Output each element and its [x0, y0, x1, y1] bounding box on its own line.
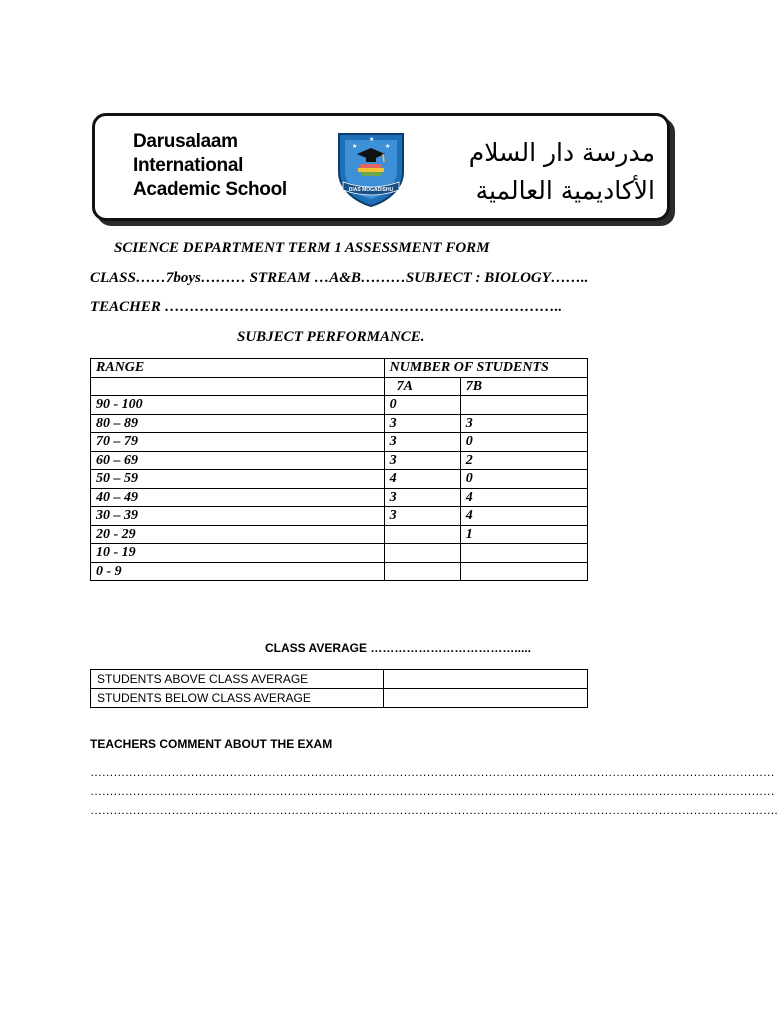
comment-line-2: …………………………………………………………………………………………………………………………………………………………… [90, 784, 775, 798]
school-crest-logo [333, 128, 409, 208]
arabic-line-1: مدرسة دار السلام [468, 138, 655, 167]
count-7a-cell [384, 525, 460, 544]
below-average-label: STUDENTS BELOW CLASS AVERAGE [91, 689, 384, 708]
table-row [91, 670, 588, 689]
count-7a-cell: 3 [384, 451, 460, 470]
count-7a-cell: 0 [384, 396, 460, 415]
header-number-of-students: NUMBER OF STUDENTS [384, 359, 587, 378]
range-cell: 10 - 19 [91, 544, 385, 563]
range-cell: 0 - 9 [91, 562, 385, 581]
count-7a-cell [384, 544, 460, 563]
count-7a-cell: 4 [384, 470, 460, 489]
range-cell: 30 – 39 [91, 507, 385, 526]
arabic-line-2: الأكاديمية العالمية [475, 176, 655, 205]
above-average-label: STUDENTS ABOVE CLASS AVERAGE [91, 670, 384, 689]
svg-text:★: ★ [369, 137, 375, 143]
table-subheader-row [91, 377, 588, 396]
class-line: CLASS……7boys……… STREAM …A&B………SUBJECT : BIOLOGY…….. [90, 270, 589, 286]
header-7b: 7B [460, 377, 587, 396]
section-title: SUBJECT PERFORMANCE. [237, 329, 425, 345]
range-cell: 40 – 49 [91, 488, 385, 507]
comment-line-1: …………………………………………………………………………………………………………………………………………………………… [90, 765, 775, 779]
table-row [91, 488, 588, 507]
range-cell: 70 – 79 [91, 433, 385, 452]
svg-text:★: ★ [352, 144, 358, 150]
table-row [91, 689, 588, 708]
table-row [91, 525, 588, 544]
count-7b-cell [460, 562, 587, 581]
logo-text: DIAS MOGADISHU [348, 187, 394, 193]
table-row [91, 470, 588, 489]
school-name-line-3: Academic School [133, 179, 287, 200]
table-row [91, 544, 588, 563]
school-name-line-2: International [133, 155, 244, 176]
count-7b-cell: 3 [460, 414, 587, 433]
teacher-line: TEACHER …………………………………………………………………….. [90, 299, 563, 315]
above-average-value [384, 670, 588, 689]
table-row [91, 451, 588, 470]
count-7b-cell [460, 544, 587, 563]
range-cell: 60 – 69 [91, 451, 385, 470]
count-7b-cell: 0 [460, 470, 587, 489]
subheader-empty [91, 377, 385, 396]
school-header [92, 113, 670, 221]
below-average-value [384, 689, 588, 708]
count-7b-cell: 1 [460, 525, 587, 544]
range-cell: 80 – 89 [91, 414, 385, 433]
table-row [91, 396, 588, 415]
table-row [91, 507, 588, 526]
count-7b-cell: 4 [460, 507, 587, 526]
performance-table [90, 358, 588, 581]
form-title: SCIENCE DEPARTMENT TERM 1 ASSESSMENT FORM [114, 240, 490, 256]
count-7b-cell: 4 [460, 488, 587, 507]
header-7a: 7A [384, 377, 460, 396]
count-7a-cell [384, 562, 460, 581]
school-name-arabic [469, 134, 655, 210]
table-row [91, 414, 588, 433]
range-cell: 90 - 100 [91, 396, 385, 415]
teachers-comment-label: TEACHERS COMMENT ABOUT THE EXAM [90, 737, 333, 751]
table-row [91, 433, 588, 452]
svg-text:★: ★ [385, 144, 391, 150]
range-cell: 20 - 29 [91, 525, 385, 544]
school-name-english [133, 130, 287, 202]
header-range: RANGE [91, 359, 385, 378]
comment-line-3: ……………………………………………………………………………………………………………………………………………………………. [90, 803, 777, 817]
count-7a-cell: 3 [384, 507, 460, 526]
count-7b-cell: 2 [460, 451, 587, 470]
average-table [90, 669, 588, 708]
count-7a-cell: 3 [384, 488, 460, 507]
count-7b-cell: 0 [460, 433, 587, 452]
count-7a-cell: 3 [384, 414, 460, 433]
range-cell: 50 – 59 [91, 470, 385, 489]
school-name-line-1: Darusalaam [133, 131, 238, 152]
table-row [91, 562, 588, 581]
table-header-row [91, 359, 588, 378]
count-7b-cell [460, 396, 587, 415]
count-7a-cell: 3 [384, 433, 460, 452]
class-average-line: CLASS AVERAGE ………………………………..... [265, 641, 532, 655]
